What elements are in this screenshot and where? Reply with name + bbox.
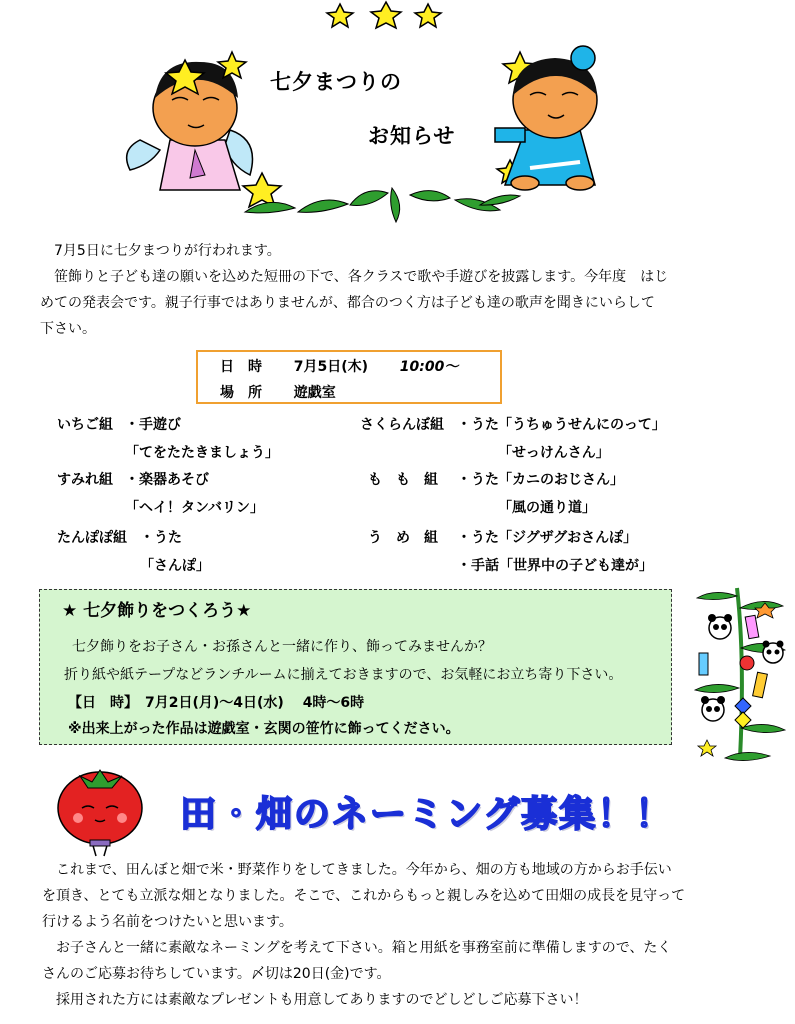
naming-line: お子さんと一緒に素敵なネーミングを考えて下さい。箱と用紙を事務室前に準備しますので、たく — [42, 940, 672, 956]
intro-paragraph — [40, 238, 740, 342]
group-song: ・手話「世界中の子ども達が」 — [457, 558, 653, 574]
place-label: 場 所 — [220, 385, 262, 401]
group-act: ・うた — [457, 472, 499, 488]
group-name: う め 組 — [368, 530, 438, 546]
group-name: も も 組 — [368, 472, 438, 488]
naming-line: これまで、田んぼと畑で米・野菜作りをしてきました。今年から、畑の方も地域の方からお手伝い — [42, 862, 672, 878]
decorations-heading: ★ 七夕飾りをつくろう★ — [62, 601, 252, 621]
bamboo-decoration-illustration — [685, 578, 790, 766]
date-label: 日 時 — [220, 359, 262, 375]
header-illustration — [0, 0, 795, 235]
naming-paragraph — [42, 857, 762, 1013]
naming-title: 田・畑のネーミング募集！！ — [180, 794, 674, 835]
group-song: 「てをたたきましょう」 — [125, 445, 279, 461]
schedule-box — [196, 350, 502, 404]
page-title-line1: 七夕まつりの — [270, 70, 402, 94]
group-song: 「ヘイ！タンバリン」 — [125, 500, 265, 516]
bamboo-leaves — [245, 188, 520, 222]
group-song: 「ジグザグおさんぽ」 — [498, 530, 638, 546]
intro-line: 笹飾りと子ども達の願いを込めた短冊の下で、各クラスで歌や手遊びを披露します。今年度 はじ — [40, 269, 669, 285]
date-value: 7月5日(木) — [293, 359, 369, 375]
place-value: 遊戯室 — [293, 385, 336, 401]
tomato-illustration — [50, 760, 160, 860]
group-song: 「うちゅうせんにのって」 — [498, 417, 666, 433]
naming-line: を頂き、とても立派な畑となりました。そこで、これからもっと親しみを込めて田畑の成長を見守って — [42, 888, 686, 904]
decorations-line: 折り紙や紙テープなどランチルームに揃えておきますので、お気軽にお立ち寄り下さい。 — [64, 667, 623, 683]
group-name: たんぽぽ組 — [57, 530, 127, 546]
group-song: 「せっけんさん」 — [498, 445, 610, 461]
page-title-line2: お知らせ — [368, 124, 456, 148]
group-act: ・うた — [140, 530, 182, 546]
group-name: いちご組 — [57, 417, 113, 433]
decorations-box — [39, 589, 672, 745]
schedule-date-row — [220, 356, 458, 376]
group-song: 「風の通り道」 — [498, 500, 596, 516]
decorations-line: 【日 時】 7月2日(月)～4日(水) 4時～6時 — [68, 695, 365, 711]
group-song: 「さんぽ」 — [140, 558, 210, 574]
group-name: すみれ組 — [57, 472, 113, 488]
naming-line: 採用された方には素敵なプレゼントも用意してありますのでどしどしご応募下さい！ — [42, 992, 588, 1008]
group-act: ・手遊び — [125, 417, 181, 433]
group-act: ・うた — [457, 417, 499, 433]
time-value: 10:00～ — [399, 359, 459, 375]
intro-line: めての発表会です。親子行事ではありませんが、都合のつく方は子ども達の歌声を聞きにいらして — [40, 295, 655, 311]
naming-line: さんのご応募お待ちしています。〆切は20日(金)です。 — [42, 966, 391, 982]
group-song: 「カニのおじさん」 — [498, 472, 624, 488]
schedule-place-row — [220, 382, 336, 402]
group-act: ・楽器あそび — [125, 472, 209, 488]
group-act: ・うた — [457, 530, 499, 546]
group-name: さくらんぼ組 — [360, 417, 444, 433]
star-icon — [327, 2, 441, 28]
decorations-line: ※出来上がった作品は遊戯室・玄関の笹竹に飾ってください。 — [68, 721, 460, 737]
decorations-line: 七夕飾りをお子さん・お孫さんと一緒に作り、飾ってみませんか？ — [72, 639, 492, 655]
naming-line: 行けるよう名前をつけたいと思います。 — [42, 914, 293, 930]
intro-line: 7月5日に七夕まつりが行われます。 — [40, 243, 281, 259]
intro-line: 下さい。 — [40, 321, 96, 337]
